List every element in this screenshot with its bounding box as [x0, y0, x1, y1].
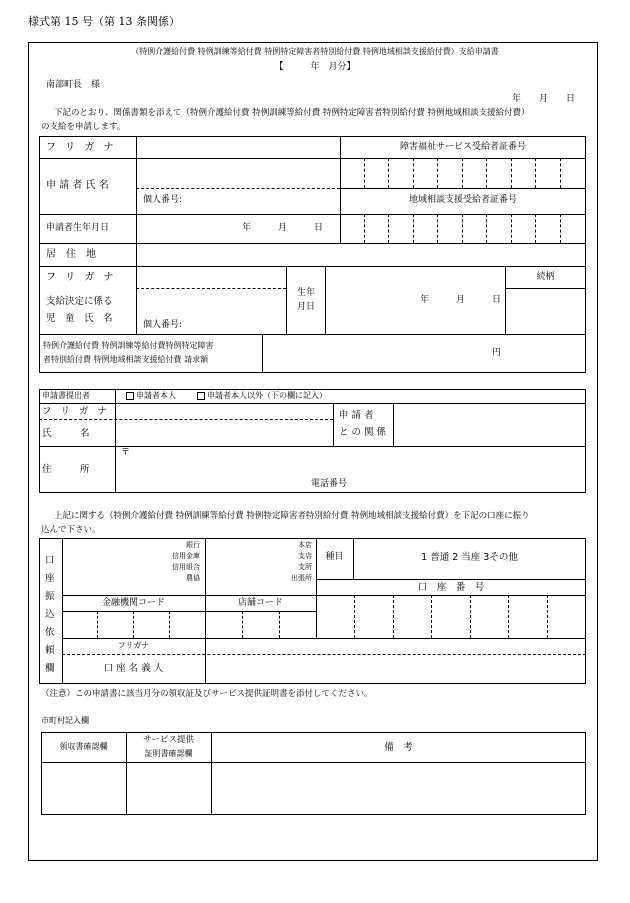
- month-line: 【 年 月分】: [274, 62, 356, 72]
- submitter-self-option: 申請者本人: [136, 391, 176, 400]
- submitter-other-checkbox[interactable]: [197, 392, 205, 400]
- child-furigana-label: フ リ ガ ナ: [46, 272, 117, 283]
- receipt-check-label: 領収書確認欄: [59, 742, 108, 751]
- institution-code-label: 金融機関コード: [101, 598, 165, 608]
- institution-type-0: 銀行: [186, 541, 200, 549]
- addressee: 南部町長 様: [46, 80, 101, 90]
- submitter-other-option: 申請者本人以外（下の欄に記入）: [207, 391, 327, 400]
- personal-number-label: 個人番号:: [143, 195, 183, 205]
- submitter-name-label: 氏 名: [42, 428, 90, 439]
- bank-side-label-5: 頼: [45, 645, 55, 656]
- bank-side-label-1: 座: [45, 573, 55, 584]
- intro-line-2: の支給を申請します。: [41, 122, 126, 132]
- bank-side-label-2: 振: [45, 591, 55, 602]
- claim-amount-label-2: 者特別給付費 特例地域相談支援給付費 請求額: [43, 355, 209, 364]
- account-number-label: 口 座 番 号: [417, 582, 485, 593]
- account-holder-label: 口 座 名 義 人: [103, 663, 164, 674]
- child-birth-label-2: 月日: [297, 302, 316, 312]
- branch-type-3: 出張所: [291, 574, 312, 582]
- institution-type-2: 信用組合: [172, 563, 200, 571]
- service-check-label-1: サービス提供: [142, 735, 194, 745]
- applicant-name-label: 申 請 者 氏 名: [46, 180, 109, 191]
- service-cert-label: 障害福祉サービス受給者証番号: [399, 142, 526, 152]
- amount-unit: 円: [492, 348, 502, 358]
- address-label: 居 住 地: [46, 249, 96, 260]
- phone-label: 電話番号: [311, 479, 348, 489]
- submitter-self-checkbox[interactable]: [126, 392, 134, 400]
- kind-label: 種目: [325, 552, 344, 562]
- submitter-address-label: 住 所: [42, 464, 90, 475]
- service-check-label-2: 証明書確認欄: [144, 749, 193, 758]
- applicant-furigana-label: フ リ ガ ナ: [46, 142, 117, 153]
- branch-type-1: 支店: [298, 552, 312, 560]
- branch-code-label: 店舗コード: [237, 598, 283, 608]
- relation-label: 続柄: [536, 272, 555, 282]
- intro-line-1: 下記のとおり、関係書類を添えて（特例介護給付費 特例訓練等給付費 特例特定障害者特別給付費 特例地域相談支援給付費）: [54, 108, 530, 118]
- remarks-label: 備 考: [384, 742, 413, 753]
- institution-type-3: 農協: [186, 574, 200, 582]
- claim-amount-label-1: 特例介護給付費 特例訓練等給付費特例特定障害: [43, 341, 214, 350]
- birth-date: 年 月 日: [242, 223, 324, 233]
- municipal-section-label: 市町村記入欄: [41, 716, 89, 725]
- attachment-note: （注意）この申請書に該当月分の領収証及びサービス提供証明書を添付してください。: [41, 689, 373, 699]
- child-birth-date: 年 月 日: [420, 295, 502, 305]
- bank-side-label-3: 込: [45, 609, 55, 620]
- relation-label-2: と の 関 係: [339, 427, 387, 438]
- bank-side-label-6: 欄: [45, 663, 55, 674]
- child-name-label-2: 児 童 氏 名: [46, 313, 113, 324]
- bank-intro-line-2: 込んで下さい。: [41, 525, 101, 535]
- bank-intro-line-1: 上記に関する（特例介護給付費 特例訓練等給付費 特例特定障害者特別給付費 特例地域相談支援給付費）を下記の口座に振り: [54, 511, 530, 521]
- child-personal-number-label: 個人番号:: [143, 320, 183, 330]
- form-number: 様式第 15 号（第 13 条関係）: [28, 15, 180, 28]
- submitter-label: 申請書提出者: [42, 391, 90, 400]
- postal-mark: 〒: [121, 448, 131, 458]
- submitter-furigana-label: フ リ ガ ナ: [42, 406, 111, 417]
- regional-cert-label: 地域相談支援受給者証番号: [408, 195, 517, 205]
- child-birth-label-1: 生年: [297, 288, 316, 298]
- child-name-label-1: 支給決定に係る: [46, 296, 113, 307]
- branch-type-0: 本店: [298, 541, 312, 549]
- kind-options: 1 普通 2 当座 3その他: [421, 552, 518, 563]
- institution-type-1: 信用金庫: [172, 552, 200, 560]
- bank-furigana-label: フリガナ: [117, 641, 150, 650]
- form-title: （特例介護給付費 特例訓練等給付費 特例特定障害者特別給付費 特例地域相談支援給付費）支給申請書: [131, 47, 499, 56]
- relation-label-1: 申 請 者: [339, 410, 374, 421]
- application-date: 年 月 日: [512, 94, 576, 104]
- branch-type-2: 支所: [298, 563, 312, 571]
- bank-side-label-0: 口: [45, 555, 55, 566]
- bank-side-label-4: 依: [45, 627, 55, 638]
- birth-label: 申請者生年月日: [46, 223, 110, 233]
